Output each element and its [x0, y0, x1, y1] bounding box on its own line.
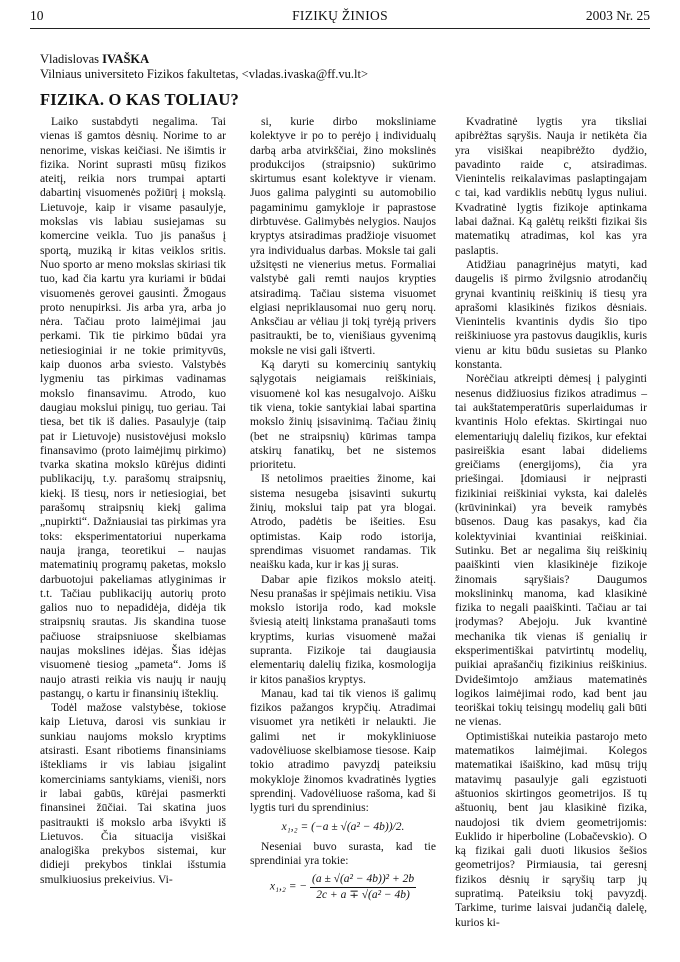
- issue-label: 2003 Nr. 25: [585, 8, 650, 23]
- formula-new-roots: [250, 872, 436, 902]
- formula-rhs: (−a ± √(a² − 4b))/2.: [311, 820, 405, 833]
- paragraph: Manau, kad tai tik vienos iš galimų fizikos pažangos krypčių. Atradimai visuomet yra netikėti ir nelaukti. Jie galimi net ir mokykliniuose vadovėliuose skelbiamose tiesose. Kaip tokio atradimo pavyzdį pateiksiu mokykloje žinomos kvadratinės lygties sprendinį. Vadovėliuose rašoma, kad ši lygtis turi du sprendinius:: [250, 686, 436, 815]
- paragraph: Atidžiau panagrinėjus matyti, kad daugelis iš pirmo žvilgsnio atrodančių grynai kvantinių reiškinių iš tiesų yra aprašomi klasikinės fizikos dėsniais. Vienintelis kvantinis dydis šio tipo reiškiniuose yra pastovus daugiklis, kuris vienu ar kitu būdu susietas su Planko konstanta.: [455, 257, 647, 372]
- author-last-name: IVAŠKA: [102, 52, 150, 66]
- text-column-1: [40, 115, 226, 887]
- paragraph: si, kurie dirbo moksliniame kolektyve ir po to perėjo į individualų darbą arba atvirkščiai, žino mokslinės produkcijos (straipsnio) sukūrimo skirtumus esant kolektyve ir vienam. Juos galima palyginti su automobilio pagaminimu gamykloje ir paprastose dirbtuvėse. Galimybės nelygios. Naujos kryptys atsiradimas pradžioje visuomet yra individualus darbas. Moksle tai gali užsitęsti ne vienerius metus. Formaliai valstybė gali remti naujos krypties atsiradimą. Tačiau sistema visuomet elgiasi nepriklausomai nuo gerų norų. Anksčiau ar vėliau ji tokį tyrėją privers pasitraukti, be to, vienišiaus gyvenimą moksle ne visi gali ištverti.: [250, 115, 436, 357]
- text-column-2: [250, 115, 436, 908]
- formula-lhs: x₁,₂ =: [281, 820, 309, 833]
- formula-lhs: x₁,₂ = −: [269, 880, 308, 893]
- formula-numerator: (a ± √(a² − 4b))² + 2b: [310, 872, 416, 887]
- paragraph: Optimistiškai nuteikia pastarojo meto matematikos laimėjimai. Kolegos matematikai išaiškino, kad mūsų trijų matavimų pasaulyje gali egzistuoti aštuonios skirtingos geometrijos. Iš tų aštuonių, bent jau klasikinė fizika, naudojosi tik dviem geometrijomis: Euklido ir hiperboline (Lobačevskio). O ką fizikai gali duoti likusios šešios geometrijos? Pirmiausia, tai geresnį fizikos dėsnių ir sąryšių tarp jų supratimą. Pateiksiu tokį pavyzdį. Tarkime, turime laisvai judančią dalelę, kurios ki-: [455, 729, 647, 929]
- article-title: FIZIKA. O KAS TOLIAU?: [40, 90, 239, 109]
- header-divider: [30, 28, 650, 29]
- paragraph: Norėčiau atkreipti dėmesį į palyginti nesenus didžiuosius fizikos atradimus – tai aukštatemperatūris superlaidumas ir kvantinis Holo efektas. Skirtingai nuo elementariųjų dalelių fizikos, kur efektai pasireiškia esant labai dideliems greičiams (energijoms), čia yra priešingai. Įdomiausi ir neįprasti fizikiniai reiškiniai vyksta, kai dalelės (krūvininkai) yra beveik ramybės būsenos. Daug kas pasakys, kad čia kolektyviniai kvantiniai reiškiniai. Sutinku. Bet ar negalima šių reiškinių paaiškinti vien klasikinėje fizikoje žinomais sąryšiais? Daugumos mokslininkų manoma, kad klasikinė fizika to negali paaiškinti. Tačiau ar tai įrodymas? Abejoju. Juk kvantinė mechanika tik vienas iš genialių ir eksperimentiškai patvirtintų modelių, puikiai aprašančių fizikinius reiškinius. Dvidešimtojo amžiaus matematinės logikos laimėjimai rodo, kad bent jau teoriškai tokių teisingų modelių gali būti ne vienas.: [455, 372, 647, 729]
- paragraph: Neseniai buvo surasta, kad tie sprendiniai yra tokie:: [250, 839, 436, 868]
- formula-quadratic-roots: [250, 820, 436, 834]
- text-column-3: [455, 115, 647, 930]
- author-affiliation: Vilniaus universiteto Fizikos fakultetas, <vladas.ivaska@ff.vu.lt>: [40, 67, 369, 81]
- page-number: 10: [30, 8, 44, 23]
- paragraph: Ką daryti su komercinių santykių sąlygotais neigiamais reiškiniais, visuomenė kol kas nesugalvojo. Aišku tik viena, tokie santykiai labai spartina mokslo žinių įsisavinimą. Tačiau žinių (bet ne straipsnių) kūrimas tampa atskirų fanatikų, bet ne sistemos prioritetu.: [250, 358, 436, 472]
- author-name: [40, 52, 368, 67]
- author-first-name: Vladislovas: [40, 52, 100, 66]
- formula-denominator: 2c + a ∓ √(a² − 4b): [316, 888, 410, 901]
- paragraph: Dabar apie fizikos mokslo ateitį. Nesu pranašas ir spėjimais netikiu. Visa mokslo istorija rodo, kad moksle šviesią ateitį linkstama pranašauti toms kryptims, kurias visuomenė mažai supranta. Fizikoje tai daugiausia elementarių dalelių fizika, kosmologija ir kitos panašios kryptys.: [250, 572, 436, 686]
- formula-fraction: [310, 872, 416, 902]
- paragraph: Todėl mažose valstybėse, tokiose kaip Lietuva, darosi vis sunkiau ir sunkiau naujoms mokslo kryptims atsirasti. Esant ribotiems finansiniams ištekliams ir vis labiau įsigalint komerciniams santykiams, vieniši, nors ir labai gabūs, kūrėjai pasmerkti finansinei žūčiai. Tai skatina juos pasitraukti iš mokslo arba išvykti iš Lietuvos. Čia situacija visiškai analogiška prekybos sistemai, kur didieji prekybos tinklai išstumia smulkiuosius prekeivius. Vi-: [40, 701, 226, 886]
- paragraph: Laiko sustabdyti negalima. Tai vienas iš gamtos dėsnių. Norime to ar nenorime, viskas keičiasi. Ne išimtis ir fizika. Norint suprasti mūsų fizikos ateitį, reikia nors trumpai aptarti dabartinį visuomenės požiūrį į mokslą. Lietuvoje, kaip ir visame pasaulyje, mokslas vis labiau susiejamas su komercine veikla. Tuo jis panašus į sportą, muziką ir kitas veiklos sritis. Nuo sporto ar meno mokslas skiriasi tik tuo, kad čia kartu yra kuriami ir būdai visuomenės gerovei gausinti. Žmogaus proto nenupirksi. Jis arba yra, arba jo nėra. Tačiau proto laimėjimai jau perkami. Tik tie pirkimo būdai yra netiesioginiai ir ne tokie primityvūs, kaip duonos arba sviesto. Valstybės lygmeniu tas pirkimas vadinamas mokslo finansavimu. Atrodo, kuo daugiau mokslui pinigų, tuo geriau. Tai tiesa, bet tik iš dalies. Pasaulyje (taip pat ir Lietuvoje) nusistovėjusi mokslo finansavimo (proto laimėjimų pirkimo) tvarka skatina mokslo kūrėjus didinti publikacijų, t.y. parašomų straipsnių, kiekį. Iš tiesų, nors ir netiesiogiai, bet parašomų straipsnių kiekį galima „nupirkti“. Dažniausiai tas pirkimas yra toks: eksperimentatoriui nuperkama nauja įranga, teoretikui – naujas matematinių programų paketas, mokslo darbuotojui pakeliamas atlyginimas ir t.t. Tačiau publikacijų autorių proto galios nuo to nepadidėja, didėja tik straipsnių srautas. Jis skandina tuose pačiuose straipsniuose skelbiamas naujas mokslines idėjas. Šias idėjas visuomenė tiesiog „pameta“. Joms iš naujo atrasti reikia vis naujų ir naujų pastangų, o kartu ir finansinių išteklių.: [40, 115, 226, 700]
- author-block: [40, 52, 368, 82]
- paragraph: Iš netolimos praeities žinome, kai sistema nesugeba įsisavinti sukurtų žinių, mokslui taip pat yra blogai. Atrodo, padėtis be išeities. Esu optimistas. Kaip rodo istorija, sprendimas visuomet randamas. Tik neaišku kada, kur ir kas jį suras.: [250, 472, 436, 572]
- journal-name: FIZIKŲ ŽINIOS: [292, 8, 388, 23]
- paragraph: Kvadratinė lygtis yra tiksliai apibrėžtas sąryšis. Nauja ir netikėta čia yra visiškai neapibrėžto dydžio, pavadinto raide c, atsiradimas. Vienintelis reikalavimas paslaptingajam c tai, kad vardiklis nebūtų lygus nuliui. Kvadratinė lygtis fizikoje aptinkama labai dažnai. Ką galėtų reikšti fizikai šis matematikų atradimas, kol kas yra paslaptis.: [455, 115, 647, 257]
- page-header: [30, 8, 650, 30]
